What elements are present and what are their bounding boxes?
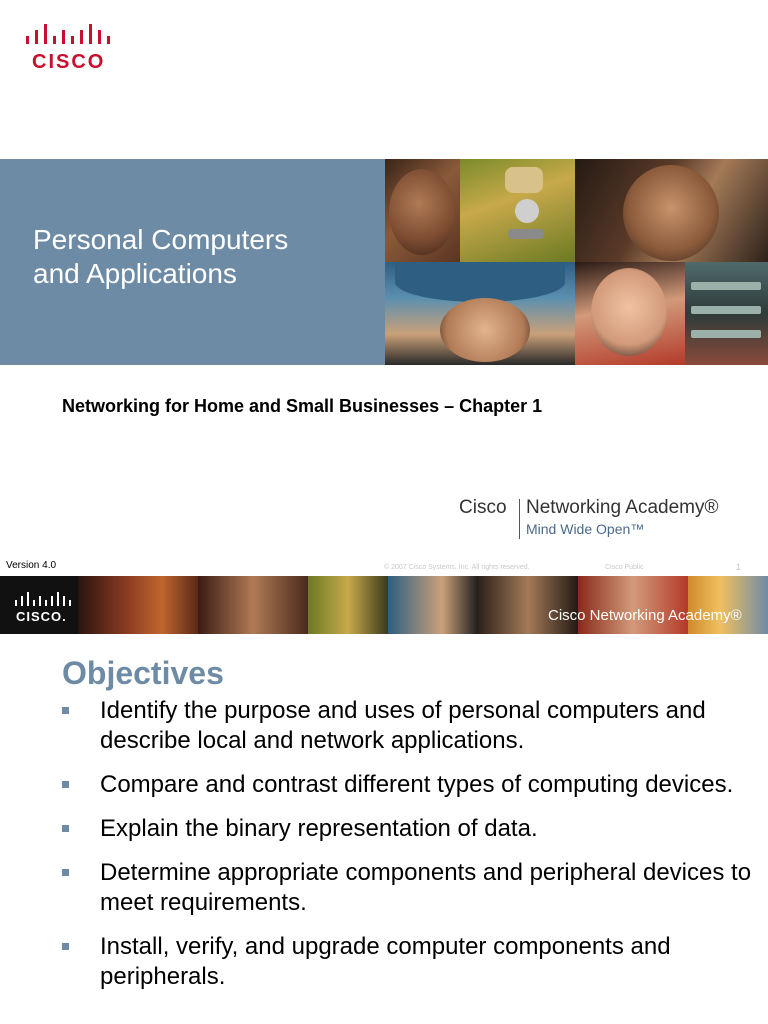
banner-brand-text: Cisco Networking Academy®: [548, 607, 742, 624]
slide-title: [33, 223, 373, 291]
banner-photo-6: [578, 576, 688, 634]
banner-cisco-logo: [0, 576, 78, 634]
networking-academy-logo: [459, 497, 749, 543]
square-bullet-icon: [62, 707, 69, 714]
banner-photo-1: [78, 576, 198, 634]
slide-title-line-2: and Applications: [33, 258, 237, 289]
photo-hooded-person: [385, 262, 575, 365]
academy-tagline: Mind Wide Open™: [526, 521, 645, 537]
banner-photo-4: [388, 576, 478, 634]
photo-skateboard: [460, 159, 575, 262]
academy-divider: [519, 499, 520, 539]
photo-smiling-man: [575, 159, 768, 262]
copyright-notice: © 2007 Cisco Systems, Inc. All rights reserved.: [384, 564, 530, 571]
page-number: 1: [736, 562, 742, 572]
square-bullet-icon: [62, 869, 69, 876]
objective-text: Install, verify, and upgrade computer components and peripherals.: [100, 933, 671, 990]
square-bullet-icon: [62, 825, 69, 832]
banner-photo-7: [688, 576, 768, 634]
banner-photo-5: [478, 576, 578, 634]
objective-text: Identify the purpose and uses of personal computers and describe local and network applications.: [100, 697, 706, 754]
square-bullet-icon: [62, 943, 69, 950]
objective-text: Determine appropriate components and peripheral devices to meet requirements.: [100, 859, 752, 916]
cisco-bars-icon: [24, 24, 116, 50]
objective-item: [62, 814, 752, 844]
cisco-wordmark: CISCO: [32, 51, 106, 73]
objective-item: [62, 770, 752, 800]
photo-smiling-woman: [575, 262, 685, 365]
slide-title-line-1: Personal Computers: [33, 224, 289, 255]
objective-item: [62, 696, 752, 756]
banner-photo-3: [308, 576, 388, 634]
objectives-heading: Objectives: [62, 655, 224, 691]
academy-cisco-text: Cisco: [459, 497, 507, 518]
banner-cisco-bars-icon: [14, 592, 74, 608]
photo-collage: [385, 159, 768, 365]
cisco-logo: [24, 24, 120, 76]
photo-young-man: [385, 159, 460, 262]
banner-photo-2: [198, 576, 308, 634]
banner-cisco-wordmark: CISCO.: [16, 609, 67, 624]
objective-text: Explain the binary representation of data.: [100, 815, 538, 842]
academy-name: Networking Academy®: [526, 497, 719, 518]
photo-background-objects: [685, 262, 768, 365]
version-label: Version 4.0: [6, 560, 57, 571]
classification-label: Cisco Public: [605, 564, 644, 571]
slide-subtitle: Networking for Home and Small Businesses – Chapter 1: [62, 396, 543, 416]
objective-text: Compare and contrast different types of computing devices.: [100, 771, 734, 798]
objective-item: [62, 858, 752, 918]
square-bullet-icon: [62, 781, 69, 788]
objective-item: [62, 932, 752, 992]
header-banner: [0, 576, 768, 634]
objectives-list: [62, 696, 752, 1006]
